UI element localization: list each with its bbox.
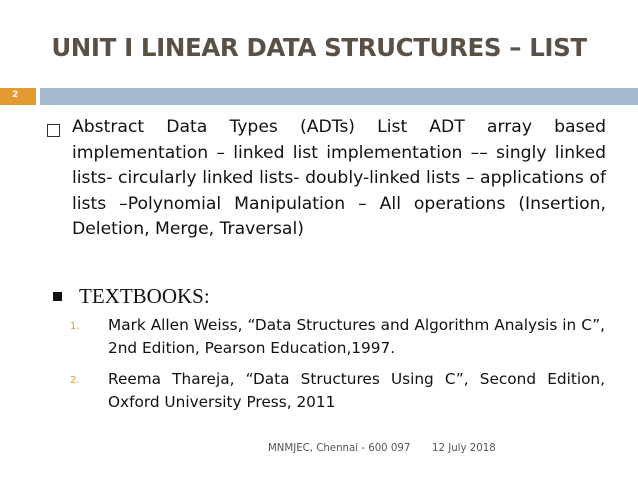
header-bar — [40, 88, 638, 105]
textbooks-heading: TEXTBOOKS: — [79, 284, 210, 308]
footer-institution: MNMJEC, Chennai - 600 097 — [268, 443, 411, 454]
hollow-square-bullet-icon — [47, 124, 60, 137]
reference-number-2: 2. — [70, 375, 80, 386]
footer-date: 12 July 2018 — [432, 443, 496, 454]
filled-square-bullet-icon — [53, 292, 62, 301]
reference-2: Reema Thareja, “Data Structures Using C”, Second Edition, Oxford University Press, 2011 — [108, 370, 605, 411]
slide-number: 2 — [12, 90, 19, 100]
reference-1: Mark Allen Weiss, “Data Structures and Algorithm Analysis in C”, 2nd Edition, Pearson Education,1997. — [108, 316, 605, 357]
reference-number-1: 1. — [70, 321, 80, 332]
slide-title: UNIT I LINEAR DATA STRUCTURES – LIST — [51, 33, 587, 62]
main-paragraph: Abstract Data Types (ADTs) List ADT array based implementation – linked list implementation –– singly linked lists- circularly linked lists- doubly-linked lists – applications of lists –Polynomial Manipulation – All operations (Insertion, Deletion, Merge, Traversal) — [72, 117, 606, 239]
slide-number-box — [0, 88, 36, 105]
